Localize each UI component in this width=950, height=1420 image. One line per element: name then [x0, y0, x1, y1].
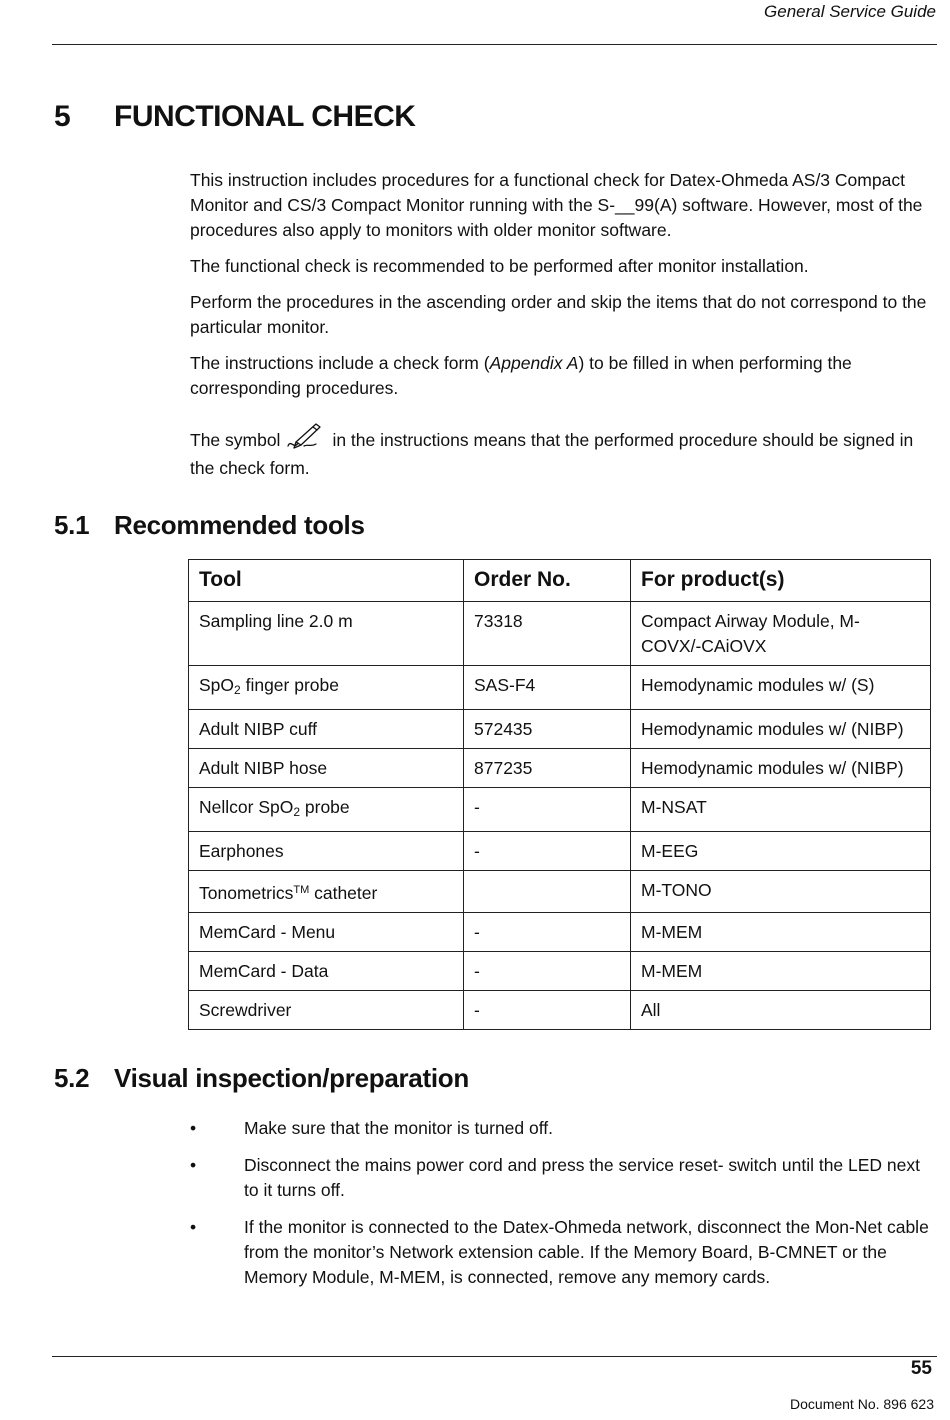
section-number: 5.1 — [54, 510, 90, 540]
intro-paragraph-4: The instructions include a check form (Appendix A) to be filled in when performing the corresponding procedures. — [190, 353, 852, 398]
sign-pen-icon — [286, 420, 326, 450]
list-item: • Make sure that the monitor is turned off. — [190, 1116, 930, 1141]
chapter-title: FUNCTIONAL CHECK — [114, 100, 416, 133]
order-cell: SAS-F4 — [464, 666, 631, 710]
table-header-row — [189, 560, 931, 602]
order-cell: - — [464, 991, 631, 1030]
order-cell: - — [464, 788, 631, 832]
intro-paragraph-3: Perform the procedures in the ascending order and skip the items that do not correspond to the particular monitor. — [190, 292, 927, 337]
bullet-marker: • — [190, 1155, 197, 1175]
preparation-list — [190, 1116, 930, 1302]
section-title: Recommended tools — [114, 510, 365, 540]
tool-cell: MemCard - Data — [189, 952, 464, 991]
appendix-reference: Appendix A — [489, 353, 579, 373]
table-row — [189, 913, 931, 952]
product-cell: M-NSAT — [631, 788, 931, 832]
table-row — [189, 788, 931, 832]
tool-cell: Adult NIBP hose — [189, 749, 464, 788]
table-row — [189, 666, 931, 710]
list-item: • If the monitor is connected to the Datex-Ohmeda network, disconnect the Mon-Net cable from the monitor’s Network extension cable. If the Memory Board, B-CMNET or the Memory Module, M-MEM, is connected, remove any memory cards. — [190, 1217, 929, 1287]
tool-cell: Earphones — [189, 832, 464, 871]
section-heading-recommended-tools — [54, 510, 365, 541]
section-heading-visual-inspection — [54, 1063, 469, 1094]
column-header-products: For product(s) — [631, 560, 931, 602]
product-cell: Hemodynamic modules w/ (S) — [631, 666, 931, 710]
chapter-heading — [54, 100, 415, 134]
order-cell: 877235 — [464, 749, 631, 788]
product-cell: Hemodynamic modules w/ (NIBP) — [631, 749, 931, 788]
chapter-number: 5 — [54, 100, 71, 133]
header-rule — [52, 44, 937, 45]
column-header-order-no: Order No. — [464, 560, 631, 602]
table-row — [189, 871, 931, 913]
section-title: Visual inspection/preparation — [114, 1063, 469, 1093]
running-header: General Service Guide — [764, 2, 936, 21]
table-row — [189, 749, 931, 788]
tool-cell: MemCard - Menu — [189, 913, 464, 952]
recommended-tools-table — [188, 559, 931, 1030]
order-cell: - — [464, 832, 631, 871]
table-row — [189, 710, 931, 749]
tool-cell: SpO$_2$ finger probe — [189, 666, 464, 710]
bullet-marker: • — [190, 1217, 197, 1237]
list-item: • Disconnect the mains power cord and press the service reset- switch until the LED next to it turns off. — [190, 1155, 921, 1200]
document-number: Document No. 896 623 — [790, 1396, 934, 1412]
product-cell: M-MEM — [631, 952, 931, 991]
column-header-tool: Tool — [189, 560, 464, 602]
table-row — [189, 952, 931, 991]
order-cell: 572435 — [464, 710, 631, 749]
section-number: 5.2 — [54, 1063, 90, 1093]
intro-paragraph-2: The functional check is recommended to be performed after monitor installation. — [190, 256, 809, 276]
product-cell: M-TONO — [631, 871, 931, 913]
product-cell: M-EEG — [631, 832, 931, 871]
tool-cell: Nellcor SpO$_2$ probe — [189, 788, 464, 832]
table-row — [189, 602, 931, 666]
footer-rule — [52, 1356, 937, 1357]
order-cell: - — [464, 913, 631, 952]
product-cell: All — [631, 991, 931, 1030]
tool-cell: Screwdriver — [189, 991, 464, 1030]
intro-paragraph-5: The symbol in the instructions means that the performed procedure should be signed in the check form. — [190, 420, 930, 482]
order-cell: 73318 — [464, 602, 631, 666]
intro-paragraph-1: This instruction includes procedures for a functional check for Datex-Ohmeda AS/3 Compact Monitor and CS/3 Compact Monitor running with the S-__99(A) software. However, most of the procedures also apply to monitors with older monitor software. — [190, 170, 923, 240]
product-cell: Compact Airway Module, M-COVX/-CAiOVX — [631, 602, 931, 666]
tool-cell: Adult NIBP cuff — [189, 710, 464, 749]
product-cell: M-MEM — [631, 913, 931, 952]
order-cell: - — [464, 952, 631, 991]
tool-cell: Sampling line 2.0 m — [189, 602, 464, 666]
product-cell: Hemodynamic modules w/ (NIBP) — [631, 710, 931, 749]
table-row — [189, 991, 931, 1030]
order-cell — [464, 871, 631, 913]
tool-cell: Tonometrics™ catheter — [189, 871, 464, 913]
bullet-marker: • — [190, 1118, 197, 1138]
table-row — [189, 832, 931, 871]
page-number: 55 — [910, 1358, 932, 1379]
